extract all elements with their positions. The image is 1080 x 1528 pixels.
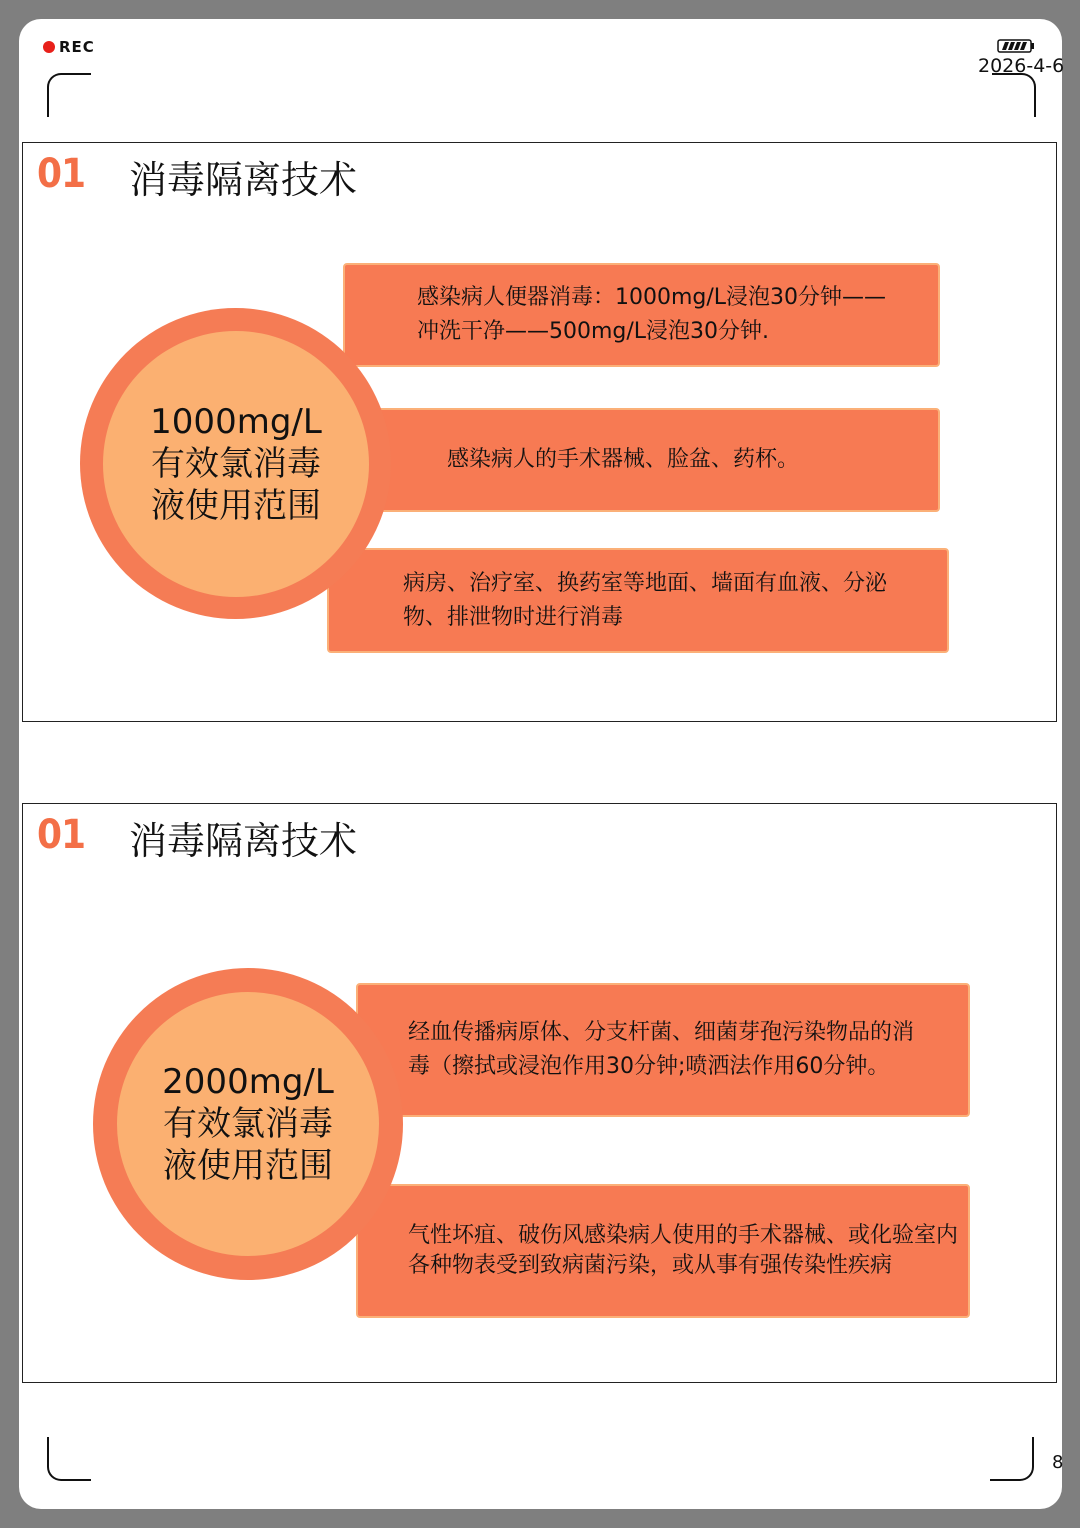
slide-2 bbox=[22, 803, 1057, 1383]
record-dot-icon bbox=[43, 41, 55, 53]
info-box-text: 气性坏疽、破伤风感染病人使用的手术器械、或化验室内各种物表受到致病菌污染，或从事有强传染性疾病 bbox=[408, 1223, 959, 1278]
scope-circle-label: 1000mg/L有效氯消毒液使用范围 bbox=[150, 402, 322, 526]
date-label: 2026-4-6 bbox=[978, 55, 1065, 77]
rec-label: REC bbox=[59, 38, 95, 56]
slide-title: 消毒隔离技术 bbox=[129, 158, 358, 202]
info-box bbox=[327, 548, 949, 653]
viewfinder-corner-top-right bbox=[992, 73, 1036, 117]
info-box-text: 经血传播病原体、分支杆菌、细菌芽孢污染物品的消毒（擦拭或浸泡作用30分钟;喷洒法作用60分钟。 bbox=[408, 1020, 915, 1079]
slide-1 bbox=[22, 142, 1057, 722]
info-box-text: 病房、治疗室、换药室等地面、墙面有血液、分泌物、排泄物时进行消毒 bbox=[403, 570, 888, 630]
info-box bbox=[343, 408, 940, 512]
info-box-text: 感染病人便器消毒：1000mg/L浸泡30分钟——冲洗干净——500mg/L浸泡30分钟. bbox=[417, 285, 887, 344]
slide-title: 消毒隔离技术 bbox=[129, 819, 358, 863]
info-box bbox=[356, 983, 970, 1117]
section-number: 01 bbox=[37, 151, 86, 197]
scope-circle-label: 2000mg/L有效氯消毒液使用范围 bbox=[162, 1062, 334, 1186]
scope-circle-inner bbox=[117, 992, 379, 1256]
recording-indicator bbox=[43, 38, 95, 56]
info-box bbox=[356, 1184, 970, 1318]
viewfinder-corner-top-left bbox=[47, 73, 91, 117]
viewfinder-corner-bottom-left bbox=[47, 1437, 91, 1481]
viewfinder-corner-bottom-right bbox=[990, 1437, 1034, 1481]
battery-icon bbox=[997, 38, 1035, 54]
section-number: 01 bbox=[37, 812, 86, 858]
page-number: 8 bbox=[1052, 1452, 1064, 1473]
info-box-text: 感染病人的手术器械、脸盆、药杯。 bbox=[447, 447, 800, 472]
info-box bbox=[343, 263, 940, 367]
scope-circle-inner bbox=[103, 331, 369, 597]
